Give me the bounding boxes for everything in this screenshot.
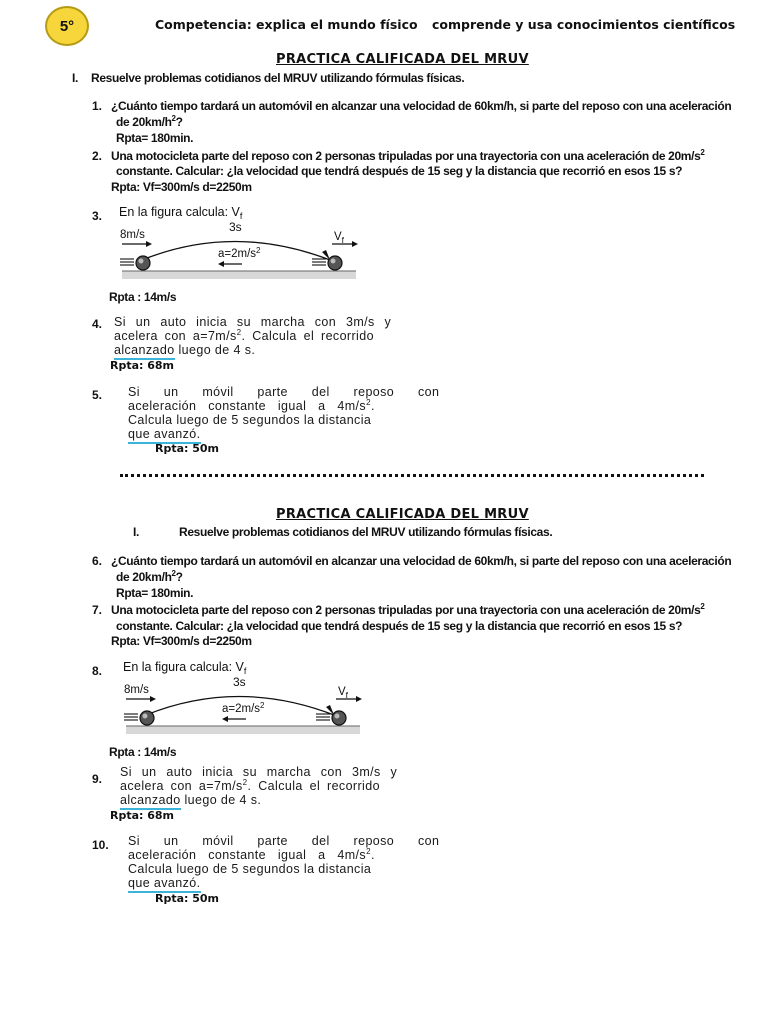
ground <box>122 271 356 279</box>
competence-text: Competencia: explica el mundo físico <box>155 17 418 32</box>
answer-text: Rpta: 68m <box>110 359 175 372</box>
grade-badge <box>45 6 89 46</box>
question-number: 1. <box>92 99 103 113</box>
dotted-divider <box>120 474 704 477</box>
question-number: 5. <box>92 388 103 402</box>
initial-velocity-label: 8m/s <box>124 684 149 696</box>
practice-title: PRACTICA CALIFICADA DEL MRUV <box>276 52 529 67</box>
question-number: 2. <box>92 149 103 163</box>
answer-text: Rpta : 14m/s <box>109 290 177 304</box>
ball-start <box>136 256 150 270</box>
question-line: Calcula luego de 5 segundos la distancia <box>128 413 372 427</box>
question-line: Si un auto inicia su marcha con 3m/s y <box>120 765 398 779</box>
question-scan <box>128 834 440 890</box>
question-text: constante. Calcular: ¿la velocidad que tendrá después de 15 seg y la distancia que recorrió en esos 15 s? <box>116 619 683 633</box>
final-velocity-label: $V_f$ <box>334 231 345 245</box>
question-text: ¿Cuánto tiempo tardará un automóvil en alcanzar una velocidad de 60km/h, si parte del reposo con una aceleración <box>111 554 732 568</box>
ball-end-shine <box>331 259 336 264</box>
acceleration-arrowhead <box>222 716 228 722</box>
figure-title: En la figura calcula: $V_f$ <box>123 660 247 676</box>
answer-text: Rpta: 68m <box>110 809 175 822</box>
practice-title: PRACTICA CALIFICADA DEL MRUV <box>276 507 529 522</box>
question-text: Una motocicleta parte del reposo con 2 personas tripuladas por una trayectoria con una aceleración de $20m/s^2$ <box>111 602 705 617</box>
final-velocity-label: $V_f$ <box>338 686 349 700</box>
question-line: aceleración constante igual a $4m/s^2$. <box>128 398 375 413</box>
question-line: que avanzó. <box>128 876 412 890</box>
question-text: constante. Calcular: ¿la velocidad que tendrá después de 15 seg y la distancia que recorrió en esos 15 s? <box>116 164 683 178</box>
section-instruction: Resuelve problemas cotidianos del MRUV utilizando fórmulas físicas. <box>91 71 465 85</box>
grade-label: 5° <box>59 17 75 35</box>
competence-text-b: comprende y usa conocimientos científicos <box>432 17 736 32</box>
ball-end <box>328 256 342 270</box>
acceleration-label: $a=2m/s^2$ <box>222 701 265 715</box>
question-number: 3. <box>92 209 103 223</box>
question-number: 7. <box>92 603 103 617</box>
ball-start-shine <box>139 259 144 264</box>
motion-diagram <box>120 658 368 740</box>
question-line: Si un auto inicia su marcha con 3m/s y <box>114 315 392 329</box>
answer-text: Rpta: 50m <box>155 892 220 905</box>
question-number: 4. <box>92 317 103 331</box>
ball-start-shine <box>143 714 148 719</box>
motion-diagram <box>116 203 364 285</box>
acceleration-label: $a=2m/s^2$ <box>218 246 261 260</box>
answer-text: Rpta: 50m <box>155 442 220 455</box>
question-text: ¿Cuánto tiempo tardará un automóvil en alcanzar una velocidad de 60km/h, si parte del reposo con una aceleración <box>111 99 732 113</box>
initial-velocity-label: 8m/s <box>120 229 145 241</box>
motion-lines-right <box>312 259 326 265</box>
question-text: de $20km/h^2$? <box>116 569 183 584</box>
final-velocity-arrowhead <box>352 241 358 247</box>
question-scan <box>114 315 392 357</box>
ball-end-shine <box>335 714 340 719</box>
ball-start <box>140 711 154 725</box>
question-number: 9. <box>92 772 103 786</box>
answer-text: Rpta: Vf=300m/s d=2250m <box>111 634 252 648</box>
motion-lines-left <box>120 259 134 265</box>
motion-lines-right <box>316 714 330 720</box>
question-scan <box>120 765 398 807</box>
answer-text: Rpta: Vf=300m/s d=2250m <box>111 180 252 194</box>
question-text: Una motocicleta parte del reposo con 2 personas tripuladas por una trayectoria con una aceleración de $20m/s^2$ <box>111 148 705 163</box>
section-instruction: Resuelve problemas cotidianos del MRUV utilizando fórmulas físicas. <box>179 525 553 539</box>
motion-lines-left <box>124 714 138 720</box>
figure-title: En la figura calcula: $V_f$ <box>119 205 243 221</box>
question-line: acelera con $a=7m/s^2$. Calcula el recorrido <box>120 778 380 793</box>
question-line: alcanzado luego de 4 s. <box>120 793 394 807</box>
question-line: Si un móvil parte del reposo con <box>128 385 440 399</box>
time-label: 3s <box>229 220 242 234</box>
question-line: Calcula luego de 5 segundos la distancia <box>128 862 372 876</box>
section-number: I. <box>133 525 139 539</box>
question-line: aceleración constante igual a $4m/s^2$. <box>128 847 375 862</box>
final-velocity-arrowhead <box>356 696 362 702</box>
question-text: de $20km/h^2$? <box>116 114 183 129</box>
question-line: alcanzado luego de 4 s. <box>114 343 374 357</box>
question-number: 10. <box>92 838 109 852</box>
section-number: I. <box>72 71 78 85</box>
answer-text: Rpta= 180min. <box>116 131 194 145</box>
ground <box>126 726 360 734</box>
motion-diagram-svg <box>120 658 368 740</box>
question-line: que avanzó. <box>128 427 400 441</box>
motion-diagram-svg <box>116 203 364 285</box>
initial-velocity-arrowhead <box>146 241 152 247</box>
question-scan <box>128 385 440 441</box>
ball-end <box>332 711 346 725</box>
time-label: 3s <box>233 675 246 689</box>
question-line: acelera con $a=7m/s^2$. Calcula el recorrido <box>114 328 374 343</box>
question-number: 8. <box>92 664 103 678</box>
answer-text: Rpta : 14m/s <box>109 745 177 759</box>
answer-text: Rpta= 180min. <box>116 586 194 600</box>
question-number: 6. <box>92 554 103 568</box>
acceleration-arrowhead <box>218 261 224 267</box>
question-line: Si un móvil parte del reposo con <box>128 834 440 848</box>
initial-velocity-arrowhead <box>150 696 156 702</box>
